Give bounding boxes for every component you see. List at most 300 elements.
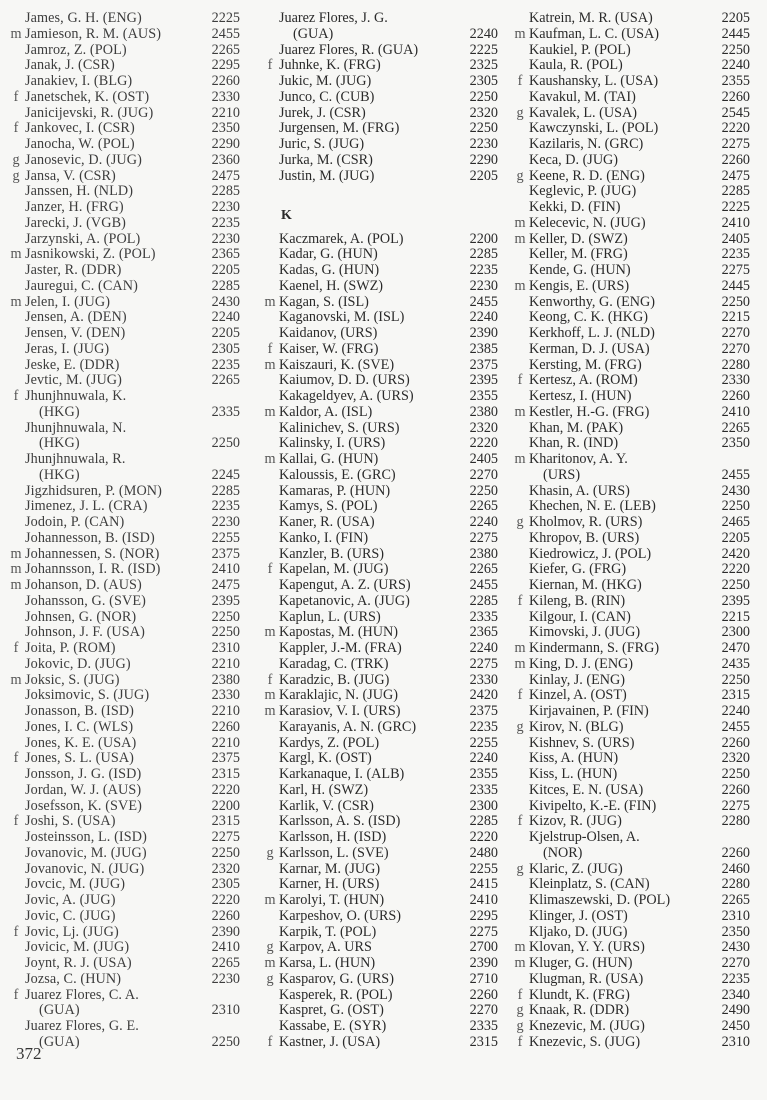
player-rating: 2250 (211, 435, 240, 452)
player-name (529, 200, 620, 216)
player-name-text: Keene, R. D. (ENG) (529, 167, 645, 184)
player-name-text: Kalinsky, I. (URS) (279, 435, 386, 452)
list-item (8, 751, 240, 767)
player-name (529, 956, 632, 972)
player-name-text: Kaldor, A. (ISL) (279, 403, 373, 420)
player-name-text: Khan, R. (IND) (529, 435, 619, 452)
list-item (512, 877, 750, 893)
list-item (512, 74, 750, 90)
player-name-text: Kimovski, J. (JUG) (529, 624, 641, 641)
title-marker: g (266, 970, 274, 987)
player-rating: 2385 (469, 340, 498, 357)
list-item (262, 562, 498, 578)
list-item (8, 531, 240, 547)
player-rating: 2295 (469, 907, 498, 924)
player-name-text: Kerkhoff, L. J. (NLD) (529, 325, 655, 341)
list-item (262, 247, 498, 263)
player-name (279, 736, 379, 752)
player-name (529, 547, 651, 563)
player-name (279, 58, 381, 74)
title-marker: g (516, 167, 524, 184)
player-name (25, 657, 131, 673)
player-name (279, 956, 375, 972)
list-item (262, 751, 498, 767)
player-rating: 2260 (721, 151, 750, 168)
player-name (25, 846, 147, 862)
player-name (279, 751, 372, 767)
player-name-text: Karner, H. (URS) (279, 876, 380, 893)
player-rating: 2205 (211, 262, 240, 278)
player-rating: 2265 (469, 561, 498, 578)
list-item (8, 169, 240, 185)
player-name-text: Kitces, E. N. (USA) (529, 781, 644, 798)
list-item (512, 169, 750, 185)
player-name-text: Kaukiel, P. (POL) (529, 41, 631, 58)
list-item (512, 751, 750, 767)
player-rating: 2235 (721, 246, 750, 263)
player-rating: 2430 (721, 939, 750, 956)
player-name-text: Juhnke, K. (FRG) (279, 57, 381, 74)
player-rating: 2235 (721, 970, 750, 987)
title-marker: m (514, 230, 526, 247)
title-marker: m (264, 892, 276, 908)
title-marker: m (264, 451, 276, 467)
player-name-text: Juarez Flores, G. E. (25, 1018, 139, 1034)
list-item (512, 373, 750, 389)
player-rating: 2545 (721, 104, 750, 121)
list-item (512, 405, 750, 421)
list-item (8, 90, 240, 106)
list-item (512, 484, 750, 500)
player-name-text: Jansa, V. (CSR) (25, 167, 116, 184)
list-item (512, 153, 750, 169)
list-item (512, 688, 750, 704)
list-item (512, 263, 750, 279)
player-name (529, 405, 649, 421)
player-name (529, 736, 635, 752)
player-rating: 2275 (721, 797, 750, 814)
title-marker: m (514, 403, 526, 420)
list-item (512, 799, 750, 815)
page-number: 372 (16, 1044, 42, 1063)
player-name-text: Karlsson, A. S. (ISD) (279, 813, 401, 830)
column-2 (262, 11, 498, 1051)
player-rating: 2260 (211, 73, 240, 89)
player-name-text: Kaula, R. (POL) (529, 57, 623, 74)
player-rating: 2260 (721, 734, 750, 751)
list-item (262, 673, 498, 689)
player-name-text: Karolyi, T. (HUN) (279, 892, 385, 908)
player-name (25, 783, 141, 799)
player-name (529, 657, 633, 673)
list-item (8, 956, 240, 972)
list-item (8, 767, 240, 783)
player-rating: 2220 (211, 781, 240, 798)
player-rating: 2375 (211, 545, 240, 562)
list-item (262, 1003, 498, 1019)
player-name (279, 74, 371, 90)
player-rating: 2475 (211, 167, 240, 184)
player-federation: (HKG) (39, 403, 80, 420)
player-name-text: Klugman, R. (USA) (529, 970, 644, 987)
list-item (8, 279, 240, 295)
player-name (529, 452, 628, 484)
player-name (529, 767, 617, 783)
player-name-text: Kappler, J.-M. (FRA) (279, 640, 402, 656)
title-marker: f (267, 57, 273, 74)
player-rating: 2490 (721, 1002, 750, 1019)
player-name (279, 295, 369, 311)
player-rating: 2250 (721, 41, 750, 58)
player-name (25, 137, 135, 153)
title-marker: m (514, 640, 526, 656)
player-name-text: Jonasson, B. (ISD) (25, 703, 134, 719)
player-name (529, 106, 637, 122)
player-name (25, 830, 147, 846)
player-name-text: Kapetanovic, A. (JUG) (279, 592, 410, 609)
section-heading: K (281, 208, 292, 223)
player-name-text: Kileng, B. (RIN) (529, 592, 626, 609)
title-marker: f (267, 671, 273, 688)
player-name (279, 405, 372, 421)
player-name (279, 641, 402, 657)
player-name (279, 232, 404, 248)
list-item (8, 846, 240, 862)
player-name-text: Jonsson, J. G. (ISD) (25, 766, 142, 782)
player-name (529, 436, 618, 452)
player-rating: 2260 (721, 844, 750, 861)
player-name-text: Karlik, V. (CSR) (279, 797, 374, 814)
player-name (529, 232, 628, 248)
player-name (25, 232, 140, 248)
player-name (529, 247, 628, 263)
player-name-text: Janicijevski, R. (JUG) (25, 104, 154, 121)
player-federation: (GUA) (39, 1002, 80, 1019)
player-rating: 2280 (721, 356, 750, 373)
list-item (262, 373, 498, 389)
player-name (25, 421, 126, 453)
title-marker: f (267, 561, 273, 578)
player-name-text: Jovcic, M. (JUG) (25, 876, 126, 893)
list-item (512, 956, 750, 972)
title-marker: g (516, 514, 524, 530)
player-name-text: Jovanovic, M. (JUG) (25, 844, 147, 861)
player-name (529, 751, 618, 767)
player-rating: 2310 (721, 907, 750, 924)
player-name-text: Kanko, I. (FIN) (279, 529, 369, 546)
player-name (529, 389, 631, 405)
player-name (25, 295, 110, 311)
list-item (8, 562, 240, 578)
player-name (529, 578, 642, 594)
player-name (25, 940, 129, 956)
list-item (512, 121, 750, 137)
list-item (262, 877, 498, 893)
player-name-text: Johannesson, B. (ISD) (25, 529, 155, 546)
player-rating: 2290 (211, 136, 240, 152)
player-rating: 2295 (211, 57, 240, 74)
player-rating: 2410 (721, 214, 750, 231)
player-name-text: Janakiev, I. (BLG) (25, 73, 133, 89)
player-name-text: Jodoin, P. (CAN) (25, 514, 125, 530)
list-item (8, 121, 240, 137)
player-rating: 2330 (469, 671, 498, 688)
player-name (529, 1035, 640, 1051)
list-item (262, 830, 498, 846)
player-name-text: Kilgour, I. (CAN) (529, 608, 631, 625)
player-name-text: Klimaszewski, D. (POL) (529, 892, 671, 908)
player-name (25, 310, 127, 326)
player-name (279, 720, 416, 736)
list-item (8, 783, 240, 799)
player-rating: 2200 (469, 230, 498, 247)
title-marker: f (517, 687, 523, 704)
player-name (529, 421, 623, 437)
player-name-text: Kestler, H.-G. (FRG) (529, 403, 650, 420)
list-item (8, 830, 240, 846)
player-name-text: Kharitonov, A. Y. (529, 451, 628, 467)
list-item (512, 216, 750, 232)
player-name-text: Kaganovski, M. (ISL) (279, 309, 405, 326)
player-name (279, 594, 410, 610)
player-rating: 2205 (211, 325, 240, 341)
player-name-text: Kivipelto, K.-E. (FIN) (529, 797, 657, 814)
player-name-text: Jovic, A. (JUG) (25, 892, 116, 908)
player-name (529, 58, 623, 74)
player-name (529, 169, 645, 185)
player-federation: (GUA) (293, 25, 334, 42)
list-item (8, 1019, 240, 1051)
player-name-text: Kaiumov, D. D. (URS) (279, 372, 410, 389)
player-name (279, 436, 385, 452)
player-name-text: Khropov, B. (URS) (529, 529, 640, 546)
player-rating: 2460 (721, 860, 750, 877)
list-item (8, 594, 240, 610)
player-name (529, 641, 659, 657)
player-name-text: Knaak, R. (DDR) (529, 1002, 630, 1019)
player-rating: 2250 (721, 577, 750, 593)
player-rating: 2285 (211, 277, 240, 294)
player-rating: 2240 (469, 309, 498, 326)
list-item (8, 74, 240, 90)
player-name (25, 106, 153, 122)
title-marker: g (516, 1002, 524, 1019)
player-rating: 2320 (211, 860, 240, 877)
player-name (25, 169, 116, 185)
player-name (279, 988, 392, 1004)
list-item (512, 909, 750, 925)
list-item (512, 11, 750, 27)
player-rating: 2330 (721, 372, 750, 389)
title-marker: f (517, 73, 523, 89)
player-rating: 2320 (469, 419, 498, 436)
player-name-text: Jovanovic, N. (JUG) (25, 860, 145, 877)
player-name (529, 562, 626, 578)
player-rating: 2265 (211, 955, 240, 971)
column-1 (8, 11, 240, 1051)
player-name-text: Johannsson, I. R. (ISD) (25, 561, 161, 578)
player-rating: 2210 (211, 703, 240, 719)
player-name (529, 74, 658, 90)
player-rating: 2275 (469, 529, 498, 546)
list-item (8, 988, 240, 1020)
player-name-text: Kassabe, E. (SYR) (279, 1018, 387, 1034)
title-marker: f (13, 813, 19, 830)
list-item (8, 578, 240, 594)
player-rating: 2215 (721, 608, 750, 625)
player-name (279, 547, 384, 563)
title-marker: f (13, 640, 19, 656)
list-item (262, 1035, 498, 1051)
player-name (25, 58, 115, 74)
player-rating: 2270 (721, 325, 750, 341)
player-rating: 2230 (469, 136, 498, 152)
player-name (279, 263, 379, 279)
player-rating: 2390 (211, 923, 240, 940)
title-marker: m (264, 403, 276, 420)
player-rating: 2480 (469, 844, 498, 861)
player-name (25, 27, 161, 43)
player-name (279, 767, 404, 783)
list-item (8, 342, 240, 358)
title-marker: g (516, 860, 524, 877)
player-name (25, 877, 125, 893)
player-name (279, 43, 418, 59)
player-name (529, 893, 670, 909)
list-item (512, 452, 750, 484)
player-name-text: Khan, M. (PAK) (529, 419, 624, 436)
player-name-text: Jurgensen, M. (FRG) (279, 120, 400, 137)
list-item (512, 578, 750, 594)
player-name (279, 893, 384, 909)
player-rating: 2240 (469, 640, 498, 656)
player-name-text: Justin, M. (JUG) (279, 167, 375, 184)
player-name (279, 326, 377, 342)
list-item (8, 704, 240, 720)
player-rating: 2380 (469, 403, 498, 420)
player-rating: 2275 (469, 923, 498, 940)
player-name-text: Keca, D. (JUG) (529, 151, 619, 168)
player-name-text: Kagan, S. (ISL) (279, 293, 369, 310)
list-item (8, 909, 240, 925)
player-name (25, 610, 136, 626)
list-item (8, 736, 240, 752)
list-item (8, 799, 240, 815)
player-name (529, 373, 638, 389)
player-rating: 2255 (211, 529, 240, 546)
list-item (8, 940, 240, 956)
player-rating: 2410 (211, 561, 240, 578)
player-rating: 2235 (469, 718, 498, 735)
list-item (262, 58, 498, 74)
player-name-text: Jamieson, R. M. (AUS) (25, 25, 162, 42)
player-name-text: Jimenez, J. L. (CRA) (25, 498, 148, 515)
player-rating: 2225 (211, 10, 240, 26)
player-rating: 2350 (721, 435, 750, 452)
player-rating: 2260 (211, 907, 240, 924)
list-item (262, 421, 498, 437)
player-name (25, 814, 116, 830)
player-rating: 2420 (721, 545, 750, 562)
list-item (512, 247, 750, 263)
player-rating: 2405 (469, 451, 498, 467)
player-name (25, 956, 132, 972)
player-name (25, 216, 126, 232)
player-rating: 2315 (469, 1033, 498, 1050)
title-marker: f (13, 88, 19, 105)
list-item (8, 877, 240, 893)
player-name-text: Karpik, T. (POL) (279, 923, 377, 940)
player-name-text: Johannessen, S. (NOR) (25, 545, 160, 562)
player-name (279, 499, 378, 515)
player-name (25, 342, 109, 358)
player-name-text: Kargl, K. (OST) (279, 750, 372, 767)
player-name-text: Johnsen, G. (NOR) (25, 608, 137, 625)
player-name-text: Kiefer, G. (FRG) (529, 561, 627, 578)
player-rating: 2270 (469, 466, 498, 483)
player-name-text: Kelecevic, N. (JUG) (529, 214, 646, 231)
player-name (279, 373, 410, 389)
player-rating: 2255 (469, 860, 498, 877)
list-item (8, 216, 240, 232)
player-rating: 2285 (469, 813, 498, 830)
player-rating: 2270 (469, 1002, 498, 1019)
player-rating: 2240 (721, 57, 750, 74)
list-item (262, 625, 498, 641)
player-rating: 2250 (721, 498, 750, 515)
player-rating: 2335 (469, 781, 498, 798)
player-name (529, 594, 625, 610)
player-name-text: Keong, C. K. (HKG) (529, 309, 649, 326)
player-rating: 2200 (211, 797, 240, 814)
player-name (279, 421, 399, 437)
list-item (512, 90, 750, 106)
player-rating: 2445 (721, 25, 750, 42)
player-name (279, 531, 368, 547)
title-marker: m (10, 293, 22, 310)
list-item (512, 1035, 750, 1051)
list-item (262, 279, 498, 295)
list-item (512, 421, 750, 437)
player-rating: 2260 (721, 781, 750, 798)
player-name (279, 106, 366, 122)
player-rating: 2430 (721, 482, 750, 499)
player-name-text: Kiernan, M. (HKG) (529, 577, 642, 593)
list-item (262, 940, 498, 956)
player-name (529, 531, 639, 547)
player-rating: 2290 (469, 151, 498, 168)
player-name-text: Khasin, A. (URS) (529, 482, 630, 499)
player-rating: 2380 (211, 671, 240, 688)
list-item (8, 625, 240, 641)
player-name (529, 972, 643, 988)
player-name (279, 925, 376, 941)
player-name (529, 814, 622, 830)
player-name-text: Kakageldyev, A. (URS) (279, 388, 414, 404)
title-marker: f (13, 750, 19, 767)
player-rating: 2235 (211, 214, 240, 231)
player-name (279, 247, 378, 263)
player-rating: 2260 (721, 388, 750, 404)
player-name (279, 972, 394, 988)
player-rating: 2220 (469, 435, 498, 452)
player-name (529, 877, 650, 893)
player-name-text: Jovic, Lj. (JUG) (25, 923, 119, 940)
player-name-text: Keller, M. (FRG) (529, 246, 628, 263)
player-name-text: Kazilaris, N. (GRC) (529, 136, 644, 152)
player-name (25, 688, 149, 704)
player-name (279, 610, 381, 626)
